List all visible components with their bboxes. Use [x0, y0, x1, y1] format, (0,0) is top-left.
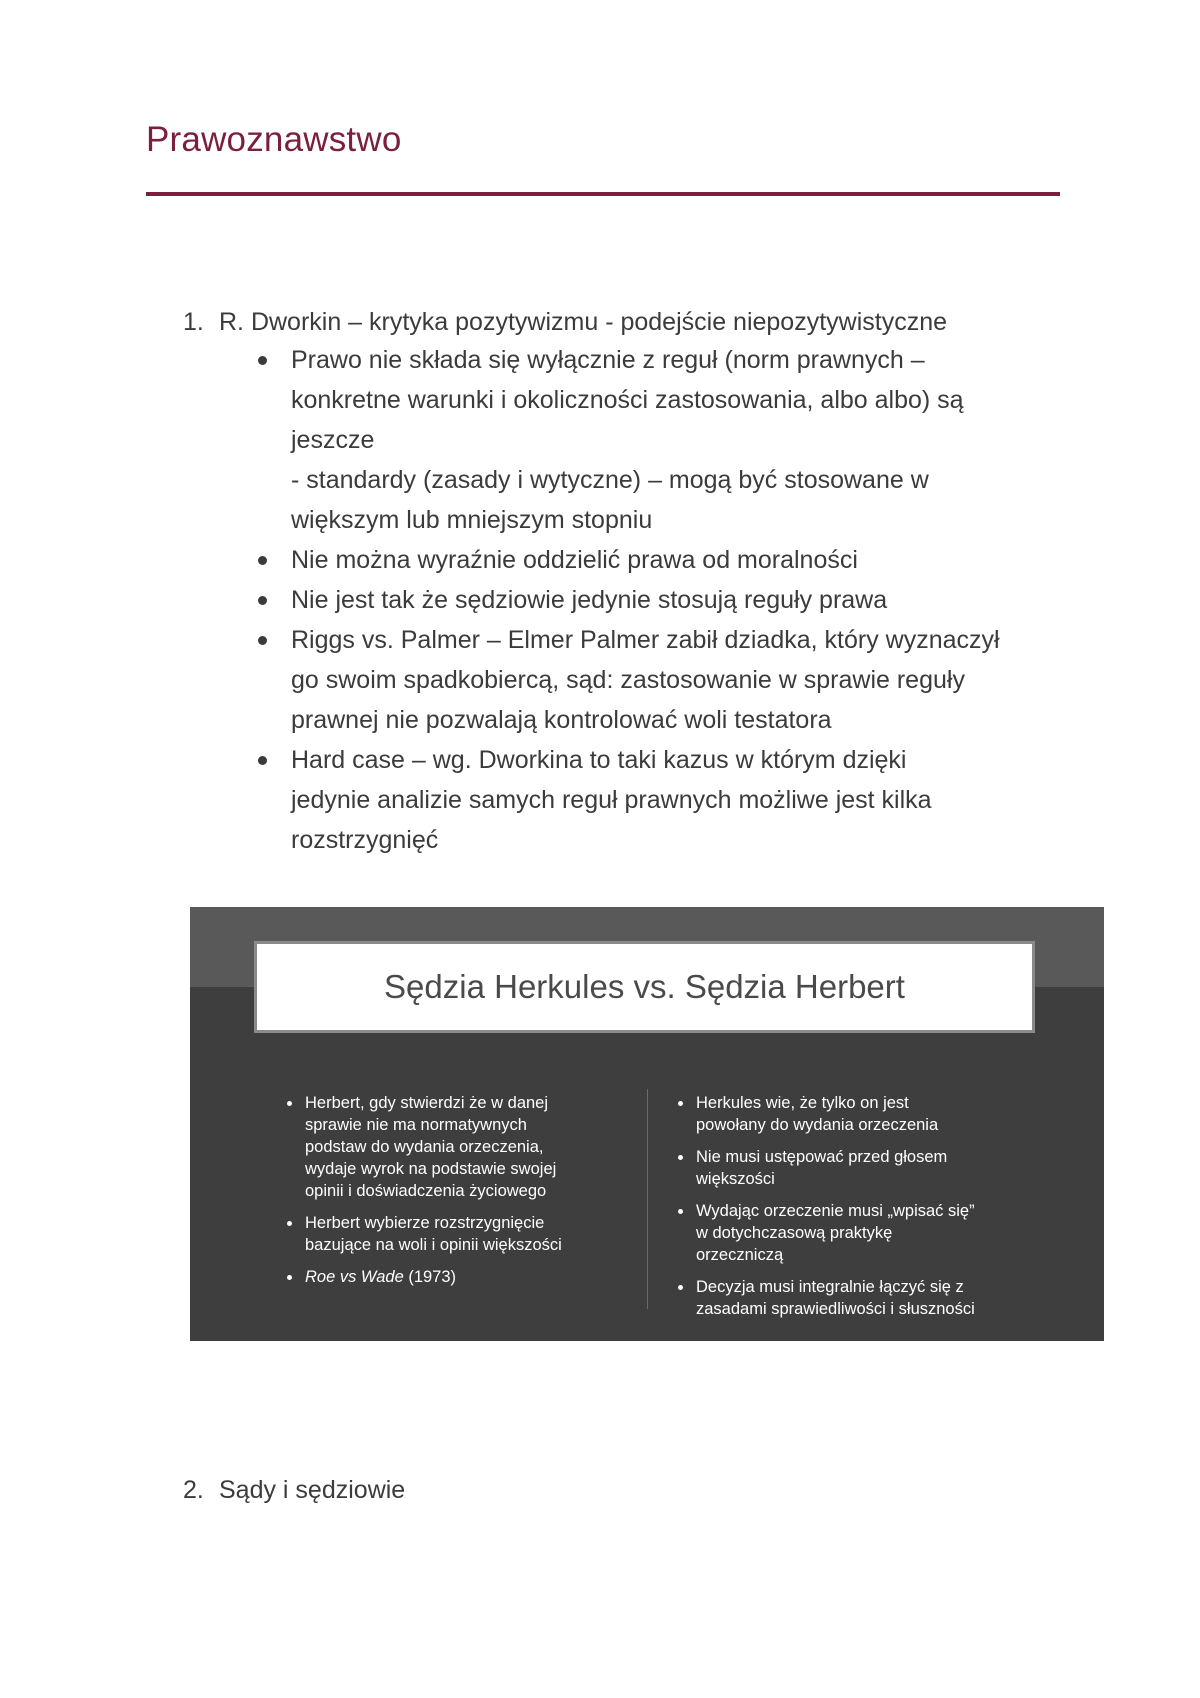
- list-item-line: prawnej nie pozwalają kontrolować woli testatora: [291, 706, 832, 734]
- section-heading-text: R. Dworkin – krytyka pozytywizmu - podejście niepozytywistyczne: [219, 308, 948, 336]
- slide-bullet: [305, 1212, 625, 1256]
- document-title: Prawoznawstwo: [146, 120, 402, 159]
- case-year: (1973): [403, 1268, 457, 1286]
- section-2-heading: [183, 1470, 405, 1510]
- list-item: [291, 620, 1071, 740]
- slide-bullet-line: Herkules wie, że tylko on jest: [696, 1094, 909, 1112]
- list-item-line: Nie można wyraźnie oddzielić prawa od moralności: [291, 546, 858, 574]
- slide-bullet-line: w dotychczasową praktykę: [696, 1224, 893, 1242]
- section-heading-text: Sądy i sędziowie: [219, 1476, 406, 1504]
- slide-bullet-line: sprawie nie ma normatywnych: [305, 1116, 527, 1134]
- slide-bullet: [305, 1266, 625, 1288]
- slide-title: Sędzia Herkules vs. Sędzia Herbert: [384, 968, 905, 1005]
- list-item-line: Hard case – wg. Dworkina to taki kazus w którym dzięki: [291, 746, 907, 774]
- list-item-line: go swoim spadkobiercą, sąd: zastosowanie w sprawie reguły: [291, 666, 965, 694]
- slide-bullet-line: wydaje wyrok na podstawie swojej: [305, 1160, 557, 1178]
- slide-title-box: [254, 941, 1035, 1033]
- list-item-line: Prawo nie składa się wyłącznie z reguł (norm prawnych –: [291, 346, 925, 374]
- list-item-line: większym lub mniejszym stopniu: [291, 506, 653, 534]
- slide-bullet-line: powołany do wydania orzeczenia: [696, 1116, 939, 1134]
- title-divider: [146, 192, 1060, 196]
- slide-bullet-line: Decyzja musi integralnie łączyć się z: [696, 1278, 964, 1296]
- slide-bullet-line: orzeczniczą: [696, 1246, 784, 1264]
- case-name: Roe vs Wade: [305, 1268, 404, 1286]
- list-item: [291, 540, 1071, 580]
- list-item-line: rozstrzygnięć: [291, 826, 439, 854]
- slide-bullet-line: zasadami sprawiedliwości i słuszności: [696, 1300, 975, 1318]
- slide-column-divider: [647, 1089, 648, 1309]
- slide-bullet: [696, 1092, 1036, 1136]
- list-item: [291, 340, 1071, 540]
- slide-bullet-line: Nie musi ustępować przed głosem: [696, 1148, 948, 1166]
- section-1-bullet-list: [291, 340, 1071, 860]
- section-number: 2.: [183, 1476, 204, 1504]
- slide-bullet-line: większości: [696, 1170, 775, 1188]
- slide-bullet-line: opinii i doświadczenia życiowego: [305, 1182, 547, 1200]
- section-1-heading: [183, 302, 947, 342]
- list-item-line: jeszcze: [291, 426, 375, 454]
- list-item-line: Nie jest tak że sędziowie jedynie stosują reguły prawa: [291, 586, 888, 614]
- slide-bullet-line: Wydając orzeczenie musi „wpisać się”: [696, 1202, 975, 1220]
- list-item-line: jedynie analizie samych reguł prawnych możliwe jest kilka: [291, 786, 932, 814]
- slide-bullet-line: bazujące na woli i opinii większości: [305, 1236, 562, 1254]
- slide-bullet-line: Herbert, gdy stwierdzi że w danej: [305, 1094, 549, 1112]
- slide-left-column: [305, 1092, 625, 1298]
- slide-bullet: [696, 1146, 1036, 1190]
- embedded-slide-image: [190, 907, 1104, 1341]
- list-item-line: konkretne warunki i okoliczności zastosowania, albo albo) są: [291, 386, 964, 414]
- list-item-line: Riggs vs. Palmer – Elmer Palmer zabił dziadka, który wyznaczył: [291, 626, 1000, 654]
- list-item-line: - standardy (zasady i wytyczne) – mogą być stosowane w: [291, 466, 929, 494]
- slide-bullet-line: Herbert wybierze rozstrzygnięcie: [305, 1214, 545, 1232]
- list-item: [291, 740, 1071, 860]
- slide-bullet: [305, 1092, 625, 1202]
- slide-right-column: [696, 1092, 1036, 1330]
- slide-bullet: [696, 1200, 1036, 1266]
- section-number: 1.: [183, 308, 204, 336]
- list-item: [291, 580, 1071, 620]
- slide-bullet-line: podstaw do wydania orzeczenia,: [305, 1138, 544, 1156]
- slide-bullet: [696, 1276, 1036, 1320]
